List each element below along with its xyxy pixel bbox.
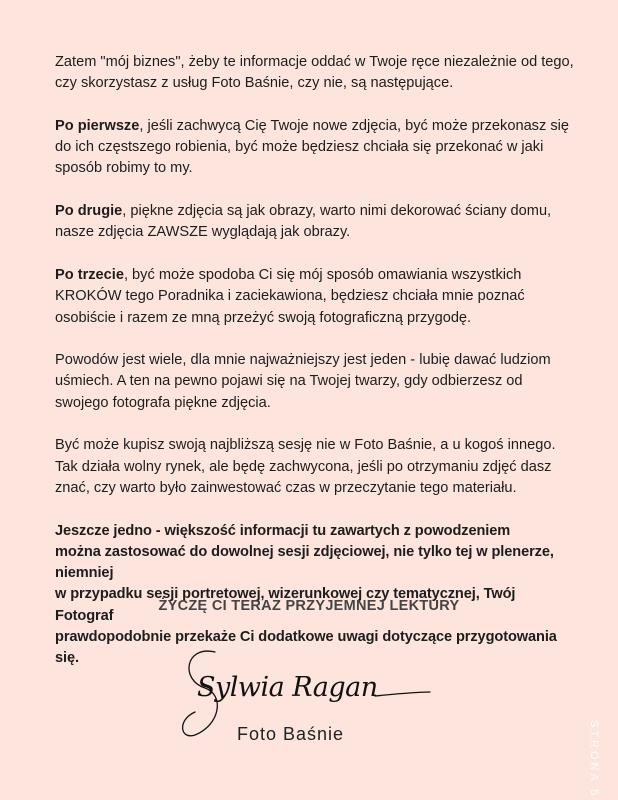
paragraph-second — [55, 201, 575, 244]
signature-logo — [175, 640, 440, 750]
paragraph-lead: Po pierwsze — [55, 117, 140, 134]
body-text — [55, 52, 575, 691]
paragraph-market — [55, 435, 575, 499]
paragraph-intro — [55, 52, 575, 95]
paragraph-text: , być może spodoba Ci się mój sposób omawiania wszystkich KROKÓW tego Poradnika i zaciekawiona, będziesz chciała mnie poznać osobiście i razem ze mną przeżyć swoją fotograficzną przygodę. — [55, 266, 525, 326]
paragraph-third — [55, 265, 575, 329]
paragraph-first — [55, 116, 575, 180]
important-line: prawdopodobnie przekaże Ci dodatkowe uwagi dotyczące przygotowania się. — [55, 629, 557, 667]
paragraph-reasons — [55, 350, 575, 414]
paragraph-text: , jeśli zachwycą Cię Twoje nowe zdjęcia, być może przekonasz się do ich częstszego robienia, być może będziesz chciała się przekonać w jaki sposób robimy to my. — [55, 117, 569, 177]
paragraph-text: Być może kupisz swoją najbliższą sesję nie w Foto Baśnie, a u kogoś innego. Tak działa wolny rynek, ale będę zachwycona, jeśli po otrzymaniu zdjęć dasz znać, czy warto było zainwestować czas w przeczytanie tego materiału. — [55, 437, 556, 496]
closing-heading: ŻYCZĘ CI TERAZ PRZYJEMNEJ LEKTURY — [158, 598, 460, 614]
important-line: w przypadku sesji portretowej, wizerunkowej czy tematycznej, Twój Fotograf — [55, 586, 516, 624]
signature-brand: Foto Baśnie — [237, 724, 345, 744]
important-line: można zastosować do dowolnej sesji zdjęciowej, nie tylko tej w plenerze, niemniej — [55, 543, 554, 582]
paragraph-lead: Po drugie — [55, 203, 123, 220]
paragraph-text: Zatem "mój biznes", żeby te informacje oddać w Twoje ręce niezależnie od tego, czy skorzystasz z usług Foto Baśnie, czy nie, są następujące. — [55, 54, 574, 92]
paragraph-text: Powodów jest wiele, dla mnie najważniejszy jest jeden - lubię dawać ludziom uśmiech. A ten na pewno pojawi się na Twojej twarzy, gdy odbierzesz od swojego fotografa piękne zdjęcia. — [55, 352, 551, 411]
paragraph-lead: Po trzecie — [55, 266, 124, 283]
page-number: STRONA 5 — [588, 720, 600, 799]
signature-name: Sylwia Ragan — [197, 672, 378, 703]
important-line: Jeszcze jedno - większość informacji tu zawartych z powodzeniem — [55, 522, 511, 539]
paragraph-text: , piękne zdjęcia są jak obrazy, warto nimi dekorować ściany domu, nasze zdjęcia ZAWSZE wyglądają jak obrazy. — [55, 203, 552, 241]
